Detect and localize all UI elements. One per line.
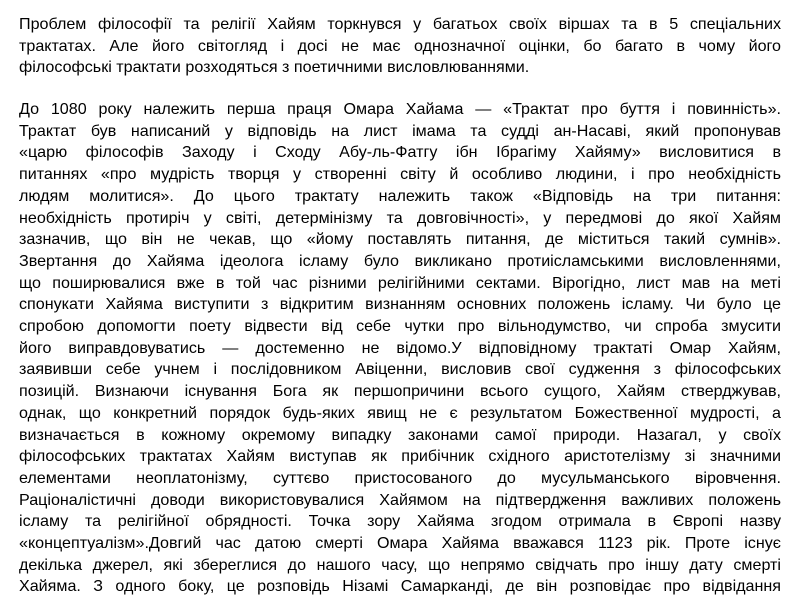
text-line: філософських трактатах Хайям виступав як прибічник східного аристотелізму зі значними — [19, 447, 781, 466]
text-line: Трактат був написаний у відповідь на лист імама та судді ан-Насаві, який пропонував — [19, 121, 781, 140]
text-line: філософські трактати розходяться з поетичними висловлюваннями. — [19, 58, 530, 77]
text-line: декілька джерел, які збереглися до нашого часу, що непрямо свідчать про іншу дату смерті — [19, 555, 781, 574]
text-line: Раціоналістичні доводи використовувалися Хайямом на підтвердження важливих положень — [19, 490, 781, 509]
text-line: елементами неоплатонізму, суттєво пристосованого до мусульманського віровчення. — [19, 468, 781, 487]
text-line: Проблем філософії та релігії Хайям торкнувся у багатьох своїх віршах та в 5 спеціальних — [19, 15, 781, 33]
text-line: Звертання до Хайяма ідеолога ісламу було викликано протиісламськими висловленнями, — [19, 251, 781, 270]
text-line: однак, що конкретний порядок будь-яких явищ не є результатом Божественної мудрості, а — [19, 403, 781, 422]
text-line: Хайяма. З одного боку, це розповідь Нізамі Самарканді, де він розповідає про відвідання — [19, 577, 781, 595]
text-line: людям молитися». До цього трактату належить також «Відповідь на три питання: — [19, 186, 781, 205]
text-line: спробою допомогти поету відвести від себе чутки про вільнодумство, чи спроба змусити — [19, 317, 781, 336]
paragraph-treatise — [19, 99, 781, 595]
text-line: його виправдовуватись — достеменно не відомо.У відповідному трактаті Омар Хайям, — [19, 338, 781, 357]
paragraph-philosophy-intro — [19, 14, 781, 79]
text-line: «концептуалізм».Довгий час датою смерті Омара Хайяма вважався 1123 рік. Проте існує — [19, 534, 781, 553]
text-line: трактатах. Але його світогляд і досі не має однозначної оцінки, бо багато в чому його — [19, 36, 781, 55]
text-line: «царю філософів Заходу і Сходу Абу-ль-Фатгу ібн Ібрагіму Хайяму» висловитися в — [19, 143, 781, 162]
text-line: питаннях «про мудрість творця у створенні світу й особливо людини, і про необхідність — [19, 165, 781, 184]
text-line: До 1080 року належить перша праця Омара Хайама — «Трактат про буття і повинність». — [19, 100, 781, 118]
text-line: заявивши себе учнем і послідовником Авіценни, висловив свої судження з філософських — [19, 360, 781, 379]
text-line: визначається в кожному окремому випадку законами самої природи. Назагал, у своїх — [19, 425, 781, 444]
text-line: зазначив, що він не чекав, що «йому поставлять питання, де міститься такий сумнів». — [19, 230, 781, 249]
text-line: необхідність протиріч у світі, детермінізму та довговічності», у передмові до якої Хайям — [19, 208, 781, 227]
text-line: що поширювалися вже в той час різними релігійними сектами. Вірогідно, лист мав на меті — [19, 273, 781, 292]
text-line: спонукати Хайяма виступити з відкритим визнанням основних положень ісламу. Чи було це — [19, 295, 781, 314]
text-line: позицій. Визнаючи існування Бога як першопричини всього сущого, Хайям стверджував, — [19, 382, 781, 401]
text-line: ісламу та релігійної обрядності. Точка зору Хайяма згодом отримала в Європі назву — [19, 512, 781, 531]
